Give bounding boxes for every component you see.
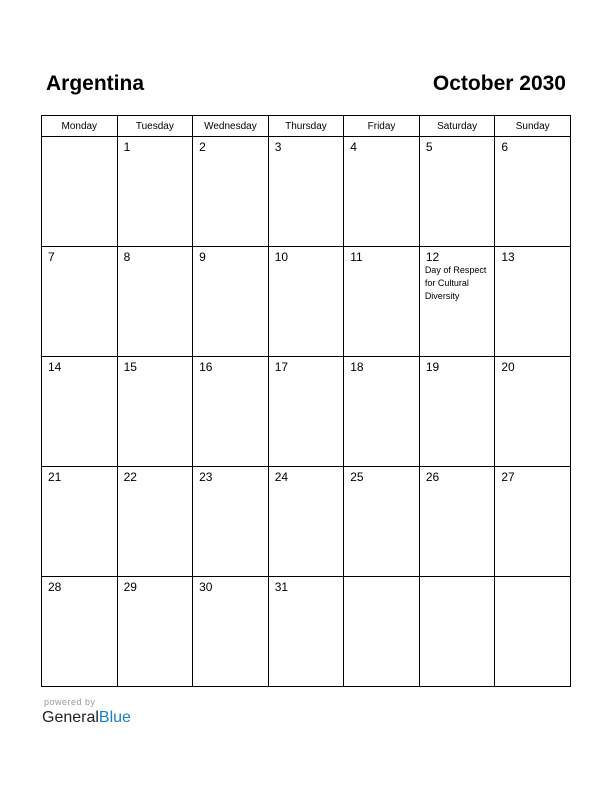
day-cell: [344, 247, 420, 357]
day-cell: [495, 247, 571, 357]
day-number: 29: [123, 580, 137, 594]
logo-general-text: General: [42, 709, 99, 726]
day-number: 28: [48, 580, 62, 594]
day-cell: [344, 137, 420, 247]
weekday-wednesday: Wednesday: [193, 116, 269, 137]
weekday-monday: Monday: [42, 116, 118, 137]
country-title: Argentina: [46, 72, 145, 95]
day-cell: [495, 137, 571, 247]
week-row: [42, 577, 571, 687]
day-number: 17: [274, 360, 289, 374]
week-row: [42, 467, 571, 577]
day-number: 16: [199, 360, 213, 374]
day-number: 12: [425, 250, 440, 264]
powered-by-label: powered by: [44, 697, 96, 707]
day-number: [495, 577, 570, 580]
day-number: [344, 577, 419, 580]
day-cell: [117, 357, 193, 467]
day-cell: [117, 247, 193, 357]
day-cell: [193, 467, 269, 577]
day-cell: [117, 137, 193, 247]
day-cell: [42, 577, 118, 687]
day-number: 15: [123, 360, 137, 374]
day-number: 6: [501, 140, 509, 154]
day-number: 25: [350, 470, 364, 484]
day-cell: [42, 357, 118, 467]
day-number: 3: [274, 140, 282, 154]
day-cell: [268, 357, 344, 467]
weekday-sunday: Sunday: [495, 116, 571, 137]
day-cell: [268, 137, 344, 247]
calendar-grid: [41, 115, 571, 687]
day-number: 18: [350, 360, 364, 374]
weekday-saturday: Saturday: [419, 116, 495, 137]
empty-day-cell: [42, 137, 118, 247]
day-number: 2: [199, 140, 206, 154]
day-cell: [344, 357, 420, 467]
day-number: 1: [123, 140, 131, 154]
day-number: 26: [425, 470, 440, 484]
day-number: 11: [350, 250, 363, 264]
day-number: 14: [48, 360, 62, 374]
day-number: 13: [501, 250, 515, 264]
weekday-tuesday: Tuesday: [117, 116, 193, 137]
day-cell: [268, 467, 344, 577]
day-number: 31: [274, 580, 289, 594]
day-cell: [419, 247, 495, 357]
day-number: [420, 577, 495, 580]
empty-day-cell: [344, 577, 420, 687]
day-number: 7: [48, 250, 55, 264]
day-number: 9: [199, 250, 206, 264]
day-cell: [344, 467, 420, 577]
day-cell: [193, 247, 269, 357]
weekday-thursday: Thursday: [268, 116, 344, 137]
day-cell: [117, 577, 193, 687]
day-number: 24: [274, 470, 289, 484]
generalblue-logo[interactable]: [42, 708, 131, 728]
day-cell: [193, 357, 269, 467]
day-number: 20: [501, 360, 515, 374]
day-cell: [42, 247, 118, 357]
day-cell: [193, 577, 269, 687]
logo-blue-text: Blue: [98, 709, 131, 726]
day-cell: [419, 467, 495, 577]
day-cell: [419, 357, 495, 467]
week-row: [42, 137, 571, 247]
weekday-friday: Friday: [344, 116, 420, 137]
day-number: [42, 137, 117, 140]
holiday-label: Day of Respect for Cultural Diversity: [424, 265, 487, 301]
week-row: [42, 247, 571, 357]
day-number: 8: [123, 250, 131, 264]
month-year-title: October 2030: [432, 72, 566, 95]
day-cell: [268, 577, 344, 687]
day-number: 10: [274, 250, 289, 264]
day-number: 21: [48, 470, 62, 484]
day-cell: [495, 357, 571, 467]
empty-day-cell: [495, 577, 571, 687]
day-number: 5: [425, 140, 433, 154]
day-cell: [495, 467, 571, 577]
day-number: 23: [199, 470, 213, 484]
day-cell: [117, 467, 193, 577]
day-number: 19: [425, 360, 440, 374]
empty-day-cell: [419, 577, 495, 687]
day-cell: [42, 467, 118, 577]
day-number: 27: [501, 470, 515, 484]
day-cell: [193, 137, 269, 247]
weekday-header-row: [42, 116, 571, 137]
day-number: 4: [350, 140, 357, 154]
day-number: 22: [123, 470, 137, 484]
week-row: [42, 357, 571, 467]
day-cell: [419, 137, 495, 247]
day-number: 30: [199, 580, 213, 594]
day-cell: [268, 247, 344, 357]
